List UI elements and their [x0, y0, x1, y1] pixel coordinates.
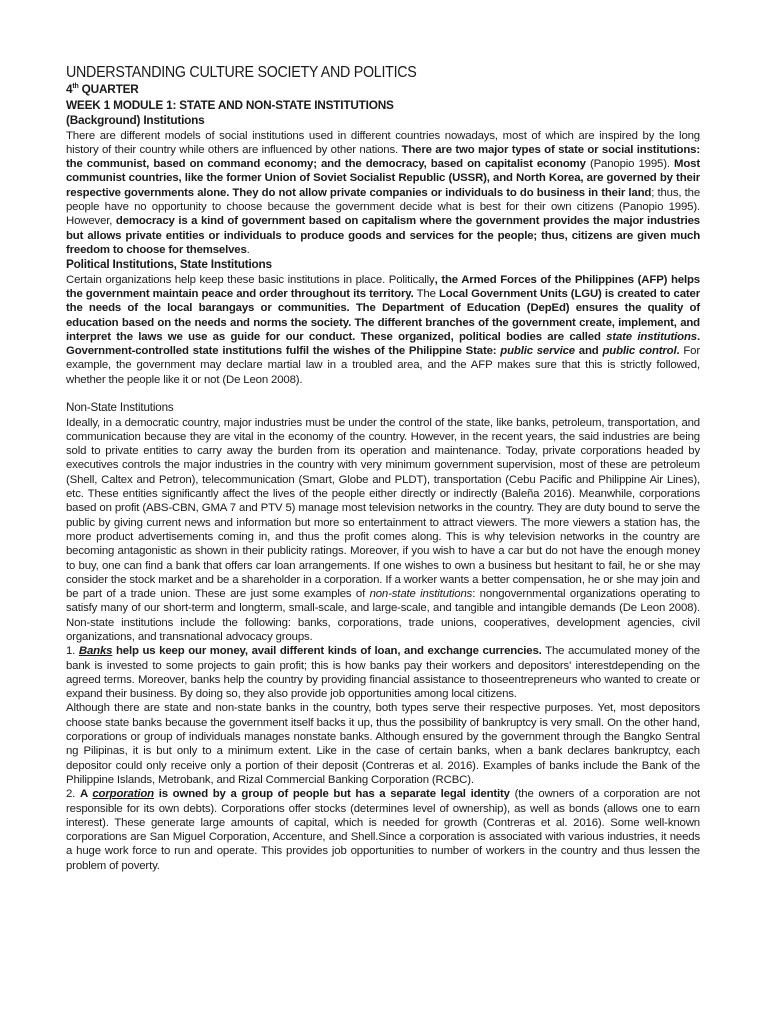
text-run: Ideally, in a democratic country, major industries must be under the control of the state, like banks, petroleum, transportation, and communication because they are vital in the economy of the country. However, in the recent years, the said industries are being sold to private entities to carry away the burden from its operation and maintenance. Today, private corporations headed by executives controls the major industries in the country with very minimum government supervision, most of these are petroleum (Shell, Caltex and Petron), telecommunication (Smart, Globe and PLDT), transportation (Cebu Pacific and Philippine Air Lines), etc. These entities significantly affect the lives of the people either directly or indirectly (Baleña 2016). Meanwhile, corporations based on profit (ABS-CBN, GMA 7 and PTV 5) manage most television networks in the country. They are duty bound to serve the public by giving current news and information but more so entertainment to attract viewers. The more viewers a station has, the more product advertisements coming in, and thus the profit comes along. This is why television networks in the country are becoming antagonistic as shown in their publicity ratings. Moreover, if you wish to have a car but do not have the enough money to buy, one can find a bank that offers car loan arrangements. If one wishes to own a business but hesitant to fail, he or she may consider the stock market and be a shareholder in a corporation. If a worker wants a better compensation, he or she may join and be part of a trade union. These are just some examples of [66, 416, 700, 601]
document-page [66, 64, 700, 873]
text-run: There are different models of social institutions used in different countries nowadays, most of which are inspired by the long history of their country while others are influenced by other nations. [66, 129, 700, 156]
text-run-italic: non-state institutions [369, 588, 473, 601]
text-run-bold: democracy is a kind of government based on capitalism where the government provides the major industries but allows private entities or individuals to produce goods and services for the people; thus, citizens are given much freedom to choose for themselves [66, 215, 700, 256]
text-run-bold: Local Government Units (LGU) is created to cater the needs of the local barangays or communities. The Department of Education (DepEd) ensures the quality of education based on the needs and norms the society. The different branches of the government create, implement, and interpret the laws we use as guide for our conduct. These organized, political bodies are called [66, 287, 700, 343]
text-run: ; thus, the people have no opportunity to choose because the government decide what is best for their own citizens (Panopio 1995). However, [66, 186, 701, 228]
text-run-bold-italic: public control [602, 345, 677, 358]
paragraph-state-nonstate-banks: Although there are state and non-state banks in the country, both types serve their respective purposes. Yet, most depositors choose state banks because the government itself backs it up, thus the possibility of bankruptcy is very small. On the other hand, corporations or group of individuals manages nonstate banks. Although ensured by the government through the Bangko Sentral ng Pilipinas, it is but only to a minimum extent. Like in the case of certain banks, when a bank declares bankruptcy, each depositor could only receive only a portion of their deposit (Contreras et al. 2016). Examples of banks include the Bank of the Philippine Islands, Metrobank, and Rizal Commercial Banking Corporation (RCBC). [66, 702, 700, 786]
text-run-bold-italic: public service [500, 345, 575, 358]
text-run-bold: Most communist countries, like the former Union of Soviet Socialist Republic (USSR), and North Korea, are governed by their respective governments alone. They do not allow private companies or individuals to do business in their land [66, 158, 700, 199]
quarter-label: QUARTER [78, 82, 139, 96]
paragraph-banks [66, 644, 700, 701]
term-banks: Banks [78, 645, 113, 658]
text-run-bold: , the Armed Forces of the Philippines (AFP) helps the government maintain peace and order throughout its territory. [66, 273, 700, 300]
paragraph-corporation [66, 787, 700, 873]
text-run-bold: A [79, 788, 93, 801]
section-heading-political-institutions: Political Institutions, State Institutions [66, 257, 272, 272]
text-run-bold: and [574, 345, 603, 358]
text-run-bold: help us keep our money, avail different kinds of loan, and exchange currencies. [112, 645, 542, 658]
section-heading-institutions: (Background) Institutions [66, 113, 205, 127]
text-run-bold: There are two major types of state or social institutions: the communist, based on command economy; and the democracy, based on capitalist economy [66, 143, 700, 171]
text-run: . [246, 243, 250, 256]
paragraph-institutions [66, 129, 700, 258]
text-run: The accumulated money of the bank is invested to some projects to gain profit; this is how banks pay their workers and depositors' interestdepending on the agreed terms. Moreover, banks help the country by providing financial assistance to thoseentrepreneurs who wanted to create or expand their business. By doing so, they also provide job opportunities among local citizens. [66, 645, 700, 701]
text-run: (Panopio 1995). [585, 158, 675, 171]
paragraph-non-state-institutions [66, 416, 700, 645]
quarter-number: 4 [66, 82, 73, 96]
document-title: UNDERSTANDING CULTURE SOCIETY AND POLITICS [66, 64, 417, 81]
paragraph-gap [66, 387, 700, 401]
text-run-bold: . [676, 345, 684, 358]
text-run: The [413, 287, 439, 300]
text-run: For example, the government may declare martial law in a troubled area, and the AFP makes sure that this is strictly followed, whether the people like it or not (De Leon 2008). [66, 345, 700, 386]
text-run-bold-italic: state institutions [606, 330, 697, 343]
list-number: 2. [66, 788, 80, 801]
text-run: : nongovernmental organizations operating to satisfy many of our short-term and longterm, small-scale, and large-scale, and tangible and intangible demands (De Leon 2008). Non-state institutions include the following: banks, corporations, trade unions, cooperatives, development agencies, civil organizations, and transnational advocacy groups. [66, 588, 700, 643]
text-run-bold: . Government-controlled state institutions fulfil the wishes of the Philippine State: [66, 330, 700, 358]
term-corporation: corporation [92, 788, 154, 801]
module-heading: WEEK 1 MODULE 1: STATE AND NON-STATE INSTITUTIONS [66, 97, 394, 112]
paragraph-political-institutions [66, 273, 700, 387]
text-run: Certain organizations help keep these basic institutions in place. Politically [66, 273, 435, 286]
list-number: 1. [66, 645, 79, 658]
section-heading-non-state-institutions: Non-State Institutions [66, 401, 174, 415]
quarter-superscript: th [72, 83, 79, 91]
quarter-heading [66, 82, 700, 98]
text-run: (the owners of a corporation are not responsible for its own debts). Corporations offer stocks (determines level of ownership), as well as bonds (allows one to earn interest). These generate large amounts of capital, which is needed for growth (Contreras et al. 2016). Some well-known corporations are San Miguel Corporation, Accenture, and Shell.Since a corporation is associated with various industries, it needs a huge work force to run and operate. This provides job opportunities to number of workers in the country and thus lessen the problem of poverty. [66, 788, 701, 872]
text-run-bold: is owned by a group of people but has a separate legal identity [154, 788, 510, 801]
